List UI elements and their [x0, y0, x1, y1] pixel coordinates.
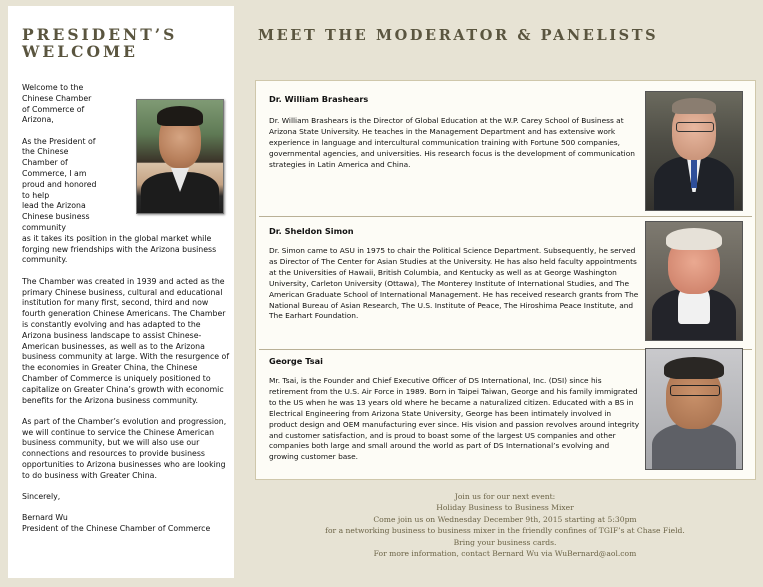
paragraph-line: as it takes its position in the global market while: [22, 233, 212, 243]
paragraph-line: community.: [22, 255, 68, 265]
letter-intro: [22, 83, 232, 266]
panelist-photo: [645, 91, 743, 211]
greeting-line: Arizona,: [22, 115, 54, 125]
president-welcome-title: [22, 26, 227, 60]
panelist-name: George Tsai: [269, 356, 323, 366]
panelist-photo: [645, 221, 743, 341]
paragraph-line: proud and honored: [22, 179, 97, 189]
panelists-box: [255, 80, 756, 480]
footer-line: Bring your business cards.: [453, 537, 557, 547]
president-welcome-panel: [8, 6, 234, 578]
paragraph-line: forging new friendships with the Arizona business: [22, 244, 217, 254]
signer-name: Bernard Wu: [22, 513, 68, 523]
paragraph-2: The Chamber was created in 1939 and acted as the primary Chinese business, cultural and educational institution for many first, second, third and now fourth generation Chinese Americans. The Chamber is constantly evolving and has adapted to the Arizona business landscape to assist Chinese-American businesses, as well as to the Arizona business community at large. With the resurgence of the economies in Greater China, the Chinese Chamber of Commerce is uniquely positioned to capitalize on Greater China’s growth with economic benefits for the Arizona business community.: [22, 276, 230, 405]
footer-line: for a networking business to business mixer in the friendly confines of TGIF’s at Chase Field.: [325, 526, 685, 536]
greeting-line: Welcome to the: [22, 83, 84, 92]
panelist-photo: [645, 348, 743, 470]
panelist-bio: Mr. Tsai, is the Founder and Chief Executive Officer of DS International, Inc. (DSI) since his retirement from the U.S. Air Force in 1989. Born in Taipei Taiwan, George and his family immigrated to the US when he was 13 years old where he became a naturalized citizen. Educated with a BS in Electrical Engineering from Arizona State University, George has been intimately involved in product design and OEM manufacturing ever since. His vision and passion revolves around integrity and customer satisfaction, and is proud to boast some of the largest US companies and other companies both large and small around the world as part of DS International’s evolving and growing customer base.: [269, 376, 640, 462]
footer-line: Join us for our next event:: [454, 492, 556, 501]
title-line-1: PRESIDENT’S: [22, 25, 178, 44]
paragraph-line: Commerce, I am: [22, 169, 87, 179]
greeting-line: of Commerce of: [22, 104, 85, 114]
president-photo: [136, 99, 224, 214]
footer-contact: For more information, contact Bernard Wu via WuBernard@aol.com: [373, 549, 637, 559]
paragraph-3: As part of the Chamber’s evolution and progression, we will continue to service the Chinese American business community, but we will also use our connections and resources to provide business opportunities to Arizona businesses who are looking to do business with Greater China.: [22, 416, 227, 480]
panelist-bio: Dr. William Brashears is the Director of Global Education at the W.P. Carey School of Business at Arizona State University. He teaches in the Management Department and has extensive work experience in language and intercultural communication training with Fortune 500 companies, governmental agencies, and universities. His research focus is the development of communication strategies in Latin America and China.: [269, 116, 635, 169]
signature-block: [22, 513, 232, 535]
paragraph-line: lead the Arizona: [22, 201, 86, 211]
panelist-name: Dr. William Brashears: [269, 94, 369, 104]
title-line-2: WELCOME: [22, 42, 138, 61]
panelist-name: Dr. Sheldon Simon: [269, 226, 354, 236]
welcome-letter: [22, 83, 232, 545]
paragraph-line: Chinese business community: [22, 212, 90, 233]
paragraph-line: As the President of: [22, 136, 96, 146]
closing: Sincerely,: [22, 492, 61, 502]
panelist-divider: [259, 216, 752, 217]
panelist-bio: Dr. Simon came to ASU in 1975 to chair the Political Science Department. Subsequently, he served as Director of The Center for Asian Studies at the University. He has also held faculty appointments at the Universities of Hawaii, British Columbia, and Kentucky as well as at George Washington University, Carleton University (Ottawa), The Monterey Institute of International Studies, and The American Graduate School of International Management. He has received research grants from The National Bureau of Asian Research, The U.S. Institute of Peace, The Hiroshima Peace Institute, and The Earhart Foundation.: [269, 246, 639, 321]
next-event-footer: [256, 491, 754, 559]
paragraph-line: to help: [22, 190, 50, 200]
greeting-line: Chinese Chamber: [22, 93, 92, 103]
paragraph-line: Chamber of: [22, 158, 68, 168]
event-name: Holiday Business to Business Mixer: [436, 503, 574, 513]
panelists-section-title: MEET THE MODERATOR & PANELISTS: [258, 27, 659, 44]
signer-title: President of the Chinese Chamber of Commerce: [22, 524, 211, 534]
paragraph-line: the Chinese: [22, 147, 69, 157]
footer-line: Come join us on Wednesday December 9th, 2015 starting at 5:30pm: [373, 514, 637, 524]
